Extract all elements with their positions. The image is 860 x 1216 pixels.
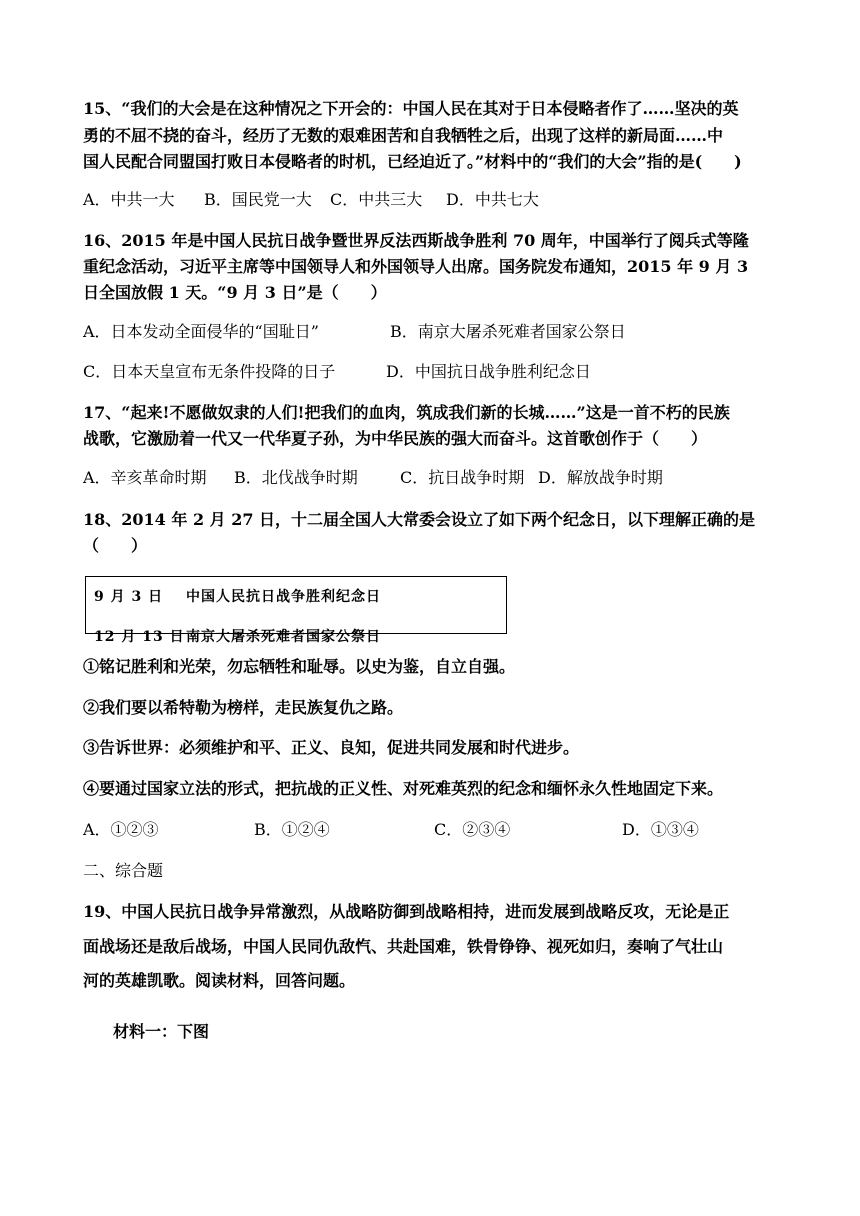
table-row <box>94 586 381 606</box>
q18-option-c: C．②③④ <box>434 820 511 839</box>
q19-line-2: 面战场还是敌后战场，中国人民同仇敌忾、共赴国难，铁骨铮铮、视死如归，奏响了气壮山 <box>83 937 724 956</box>
q17-option-d: D．解放战争时期 <box>538 468 663 487</box>
q18-option-d: D．①③④ <box>622 820 699 839</box>
q19-material-1: 材料一：下图 <box>113 1022 210 1041</box>
q15-option-d: D．中共七大 <box>446 190 539 209</box>
q17-option-b: B．北伐战争时期 <box>234 468 358 487</box>
q18-option-b: B．①②④ <box>254 820 330 839</box>
q16-line-1: 16、2015 年是中国人民抗日战争暨世界反法西斯战争胜利 70 周年，中国举行了阅兵式等隆 <box>83 231 749 250</box>
q18-statement-1: ①铭记胜利和光荣，勿忘牺牲和耻辱。以史为鉴，自立自强。 <box>83 657 516 676</box>
table-cell-name: 南京大屠杀死难者国家公祭日 <box>186 629 381 645</box>
q15-line-3: 国人民配合同盟国打败日本侵略者的时机，已经迫近了。”材料中的“我们的大会”指的是( ) <box>83 152 742 171</box>
q18-option-a: A．①②③ <box>83 820 159 839</box>
table-cell-date: 9 月 3 日 <box>94 589 164 605</box>
q19-line-3: 河的英雄凯歌。阅读材料，回答问题。 <box>83 971 356 990</box>
memorial-days-table <box>85 576 507 645</box>
q18-statement-3: ③告诉世界：必须维护和平、正义、良知，促进共同发展和时代进步。 <box>83 738 580 757</box>
q17-line-1: 17、“起来!不愿做奴隶的人们!把我们的血肉，筑成我们新的长城……”这是一首不朽的民族 <box>83 403 730 422</box>
q16-line-3: 日全国放假 1 天。“9 月 3 日”是（ ） <box>83 283 387 302</box>
q16-option-a: A．日本发动全面侵华的“国耻日” <box>83 322 319 341</box>
q16-option-c: C．日本天皇宣布无条件投降的日子 <box>83 362 336 381</box>
table-row <box>94 626 381 646</box>
q15-option-b: B．国民党一大 <box>204 190 312 209</box>
q17-line-2: 战歌，它激励着一代又一代华夏子孙，为中华民族的强大而奋斗。这首歌创作于（ ） <box>83 429 708 448</box>
table-cell-date: 12 月 13 日 <box>94 629 185 645</box>
q17-option-a: A．辛亥革命时期 <box>83 468 207 487</box>
q18-statement-4: ④要通过国家立法的形式，把抗战的正义性、对死难英烈的纪念和缅怀永久性地固定下来。 <box>83 779 724 798</box>
q16-line-2: 重纪念活动，习近平主席等中国领导人和外国领导人出席。国务院发布通知，2015 年 9 月 3 <box>83 257 749 276</box>
q19-line-1: 19、中国人民抗日战争异常激烈，从战略防御到战略相持，进而发展到战略反攻，无论是正 <box>83 902 730 921</box>
q16-option-b: B．南京大屠杀死难者国家公祭日 <box>390 322 626 341</box>
q15-option-c: C．中共三大 <box>330 190 423 209</box>
q15-option-a: A．中共一大 <box>83 190 175 209</box>
table-cell-name: 中国人民抗日战争胜利纪念日 <box>186 589 381 605</box>
q16-option-d: D．中国抗日战争胜利纪念日 <box>386 362 591 381</box>
q18-line-1: 18、2014 年 2 月 27 日，十二届全国人大常委会设立了如下两个纪念日，以下理解正确的是 <box>83 510 756 529</box>
section-heading: 二、综合题 <box>83 861 164 880</box>
q15-line-1: 15、“我们的大会是在这种情况之下开会的：中国人民在其对于日本侵略者作了……坚决的英 <box>83 99 739 118</box>
q18-statement-2: ②我们要以希特勒为榜样，走民族复仇之路。 <box>83 698 404 717</box>
q17-option-c: C．抗日战争时期 <box>400 468 525 487</box>
q15-line-2: 勇的不屈不挠的奋斗，经历了无数的艰难困苦和自我牺牲之后，出现了这样的新局面……中 <box>83 126 724 145</box>
q18-line-2: （ ） <box>83 536 148 555</box>
